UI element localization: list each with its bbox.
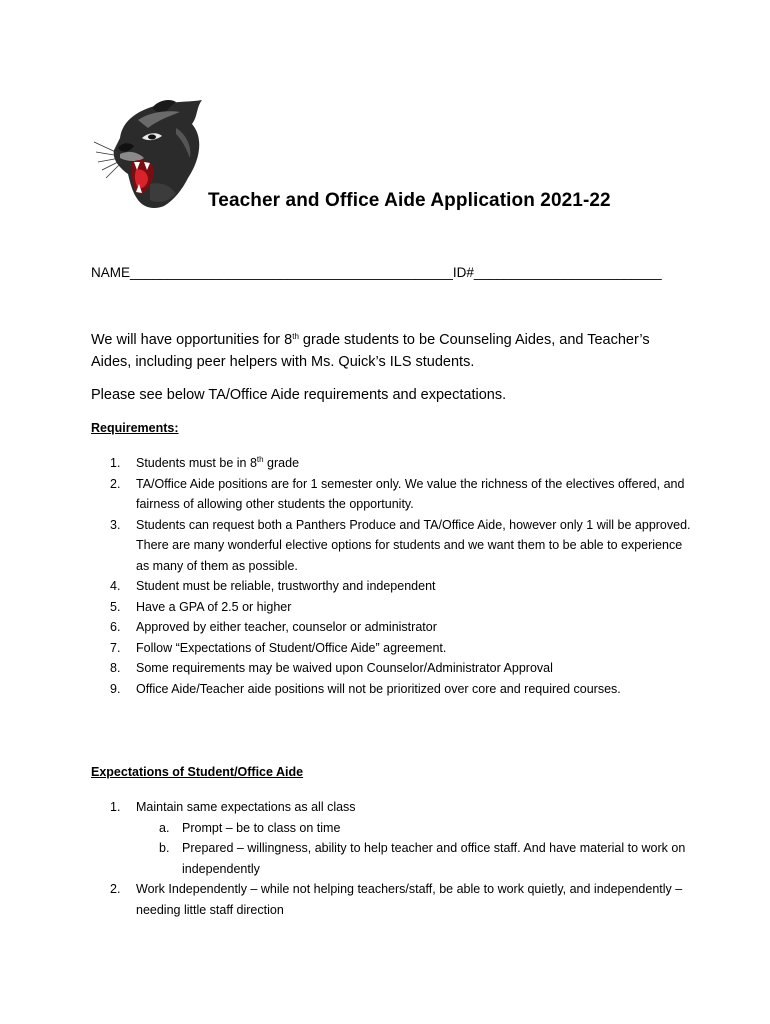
name-label: NAME <box>91 265 131 280</box>
sub-list-item: a. Prompt – be to class on time <box>159 820 341 835</box>
id-field[interactable]: _________________________ <box>473 265 662 280</box>
expectations-list <box>91 797 691 920</box>
sub-list <box>136 818 691 880</box>
name-id-fields <box>91 265 711 280</box>
list-item: 6. Approved by either teacher, counselor or administrator <box>110 620 437 634</box>
panther-mascot-icon <box>92 98 208 210</box>
list-item: 5. Have a GPA of 2.5 or higher <box>110 599 292 614</box>
list-item: 8. Some requirements may be waived upon Counselor/Administrator Approval <box>110 661 553 675</box>
expectations-heading: Expectations of Student/Office Aide <box>91 765 304 779</box>
list-item: 3. Students can request both a Panthers Produce and TA/Office Aide, however only 1 will be approved. There are many wonderful elective options for students and we want them to be able to experience as many of them as possible. <box>110 517 691 573</box>
name-field[interactable]: ___________________________________________ <box>130 265 453 280</box>
sub-list-item: b. Prepared – willingness, ability to help teacher and office staff. And have material to work on independently <box>159 841 686 876</box>
list-item: 4. Student must be reliable, trustworthy and independent <box>110 579 436 593</box>
document-title: Teacher and Office Aide Application 2021-22 <box>208 190 611 211</box>
list-item: 7. Follow “Expectations of Student/Office Aide” agreement. <box>110 640 447 655</box>
list-item: 2. Work Independently – while not helping teachers/staff, be able to work quietly, and independently – needing little staff direction <box>110 882 683 917</box>
list-item: 2. TA/Office Aide positions are for 1 semester only. We value the richness of the electives offered, and fairness of allowing other students the opportunity. <box>110 476 685 511</box>
intro-paragraph: We will have opportunities for 8th grade students to be Counseling Aides, and Teacher’s Aides, including peer helpers with Ms. Quick’s ILS students. <box>91 332 650 370</box>
id-label: ID# <box>452 265 474 280</box>
intro-note: Please see below TA/Office Aide requirements and expectations. <box>91 387 507 403</box>
list-item: 1. Maintain same expectations as all class a. Prompt – be to class on time b. Prepared – willingness, ability to help teacher and office staff. And have material to work on independently <box>91 797 691 879</box>
list-item: 9. Office Aide/Teacher aide positions will not be prioritized over core and required courses. <box>110 681 621 696</box>
requirements-list <box>91 453 691 699</box>
list-item: 1. Students must be in 8th grade <box>110 455 300 470</box>
requirements-heading: Requirements: <box>91 421 179 435</box>
